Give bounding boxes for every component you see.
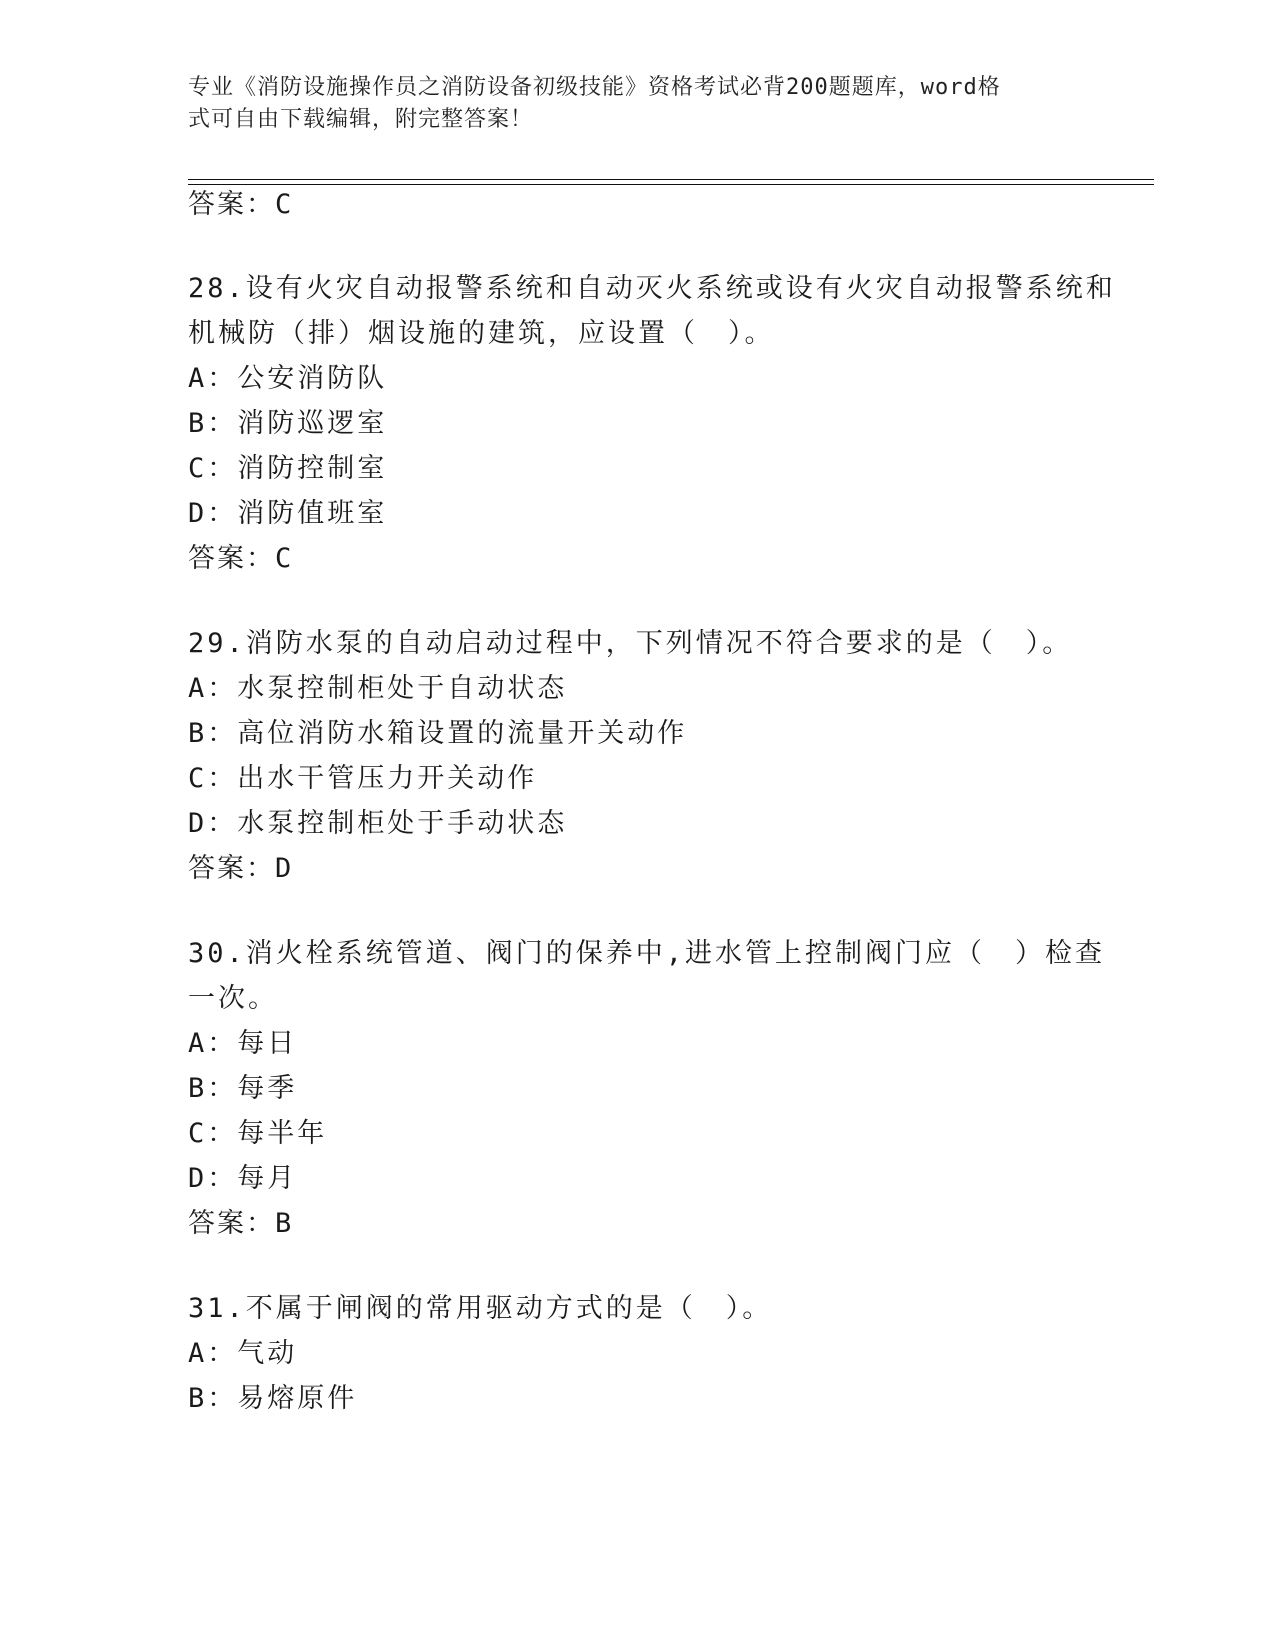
q31-option-b: B：易熔原件 <box>188 1383 358 1414</box>
q30-option-a: A：每日 <box>188 1028 298 1059</box>
q30-stem-line-2: 一次。 <box>188 983 278 1014</box>
answer-q27 <box>188 188 293 222</box>
q28-stem-line-1: 28.设有火灾自动报警系统和自动灭火系统或设有火灾自动报警系统和 <box>188 273 1116 304</box>
answer-q30 <box>188 1207 293 1241</box>
q29-stem-line-1: 29.消防水泵的自动启动过程中，下列情况不符合要求的是（ ）。 <box>188 628 1073 659</box>
q28-stem-line-2: 机械防（排）烟设施的建筑，应设置（ ）。 <box>188 318 775 349</box>
q30-option-b: B：每季 <box>188 1073 298 1104</box>
header-line-2: 式可自由下载编辑，附完整答案！ <box>188 107 534 132</box>
answer-label: 答案： <box>188 543 275 574</box>
q29-option-c: C：出水干管压力开关动作 <box>188 763 538 794</box>
answer-label: 答案： <box>188 1208 275 1239</box>
header-divider-top <box>188 179 1154 180</box>
q28-option-a: A：公安消防队 <box>188 363 388 394</box>
header-line-1: 专业《消防设施操作员之消防设备初级技能》资格考试必背200题题库，word格 <box>188 75 1001 100</box>
q30-option-d: D：每月 <box>188 1163 298 1194</box>
answer-value: C <box>275 189 294 220</box>
document-header <box>188 72 1088 136</box>
q28-option-d: D：消防值班室 <box>188 498 388 529</box>
q28-option-c: C：消防控制室 <box>188 453 388 484</box>
answer-label: 答案： <box>188 853 275 884</box>
header-divider-bottom <box>188 184 1154 185</box>
q31-stem-line-1: 31.不属于闸阀的常用驱动方式的是（ ）。 <box>188 1293 773 1324</box>
answer-value: D <box>275 853 294 884</box>
q30-stem-line-1: 30.消火栓系统管道、阀门的保养中,进水管上控制阀门应（ ）检查 <box>188 938 1106 969</box>
answer-value: B <box>275 1208 294 1239</box>
q29-option-a: A：水泵控制柜处于自动状态 <box>188 673 568 704</box>
q28-option-b: B：消防巡逻室 <box>188 408 388 439</box>
q29-option-b: B：高位消防水箱设置的流量开关动作 <box>188 718 688 749</box>
answer-q29 <box>188 852 293 886</box>
q31-option-a: A：气动 <box>188 1338 298 1369</box>
answer-q28 <box>188 542 293 576</box>
q30-option-c: C：每半年 <box>188 1118 328 1149</box>
q29-option-d: D：水泵控制柜处于手动状态 <box>188 808 568 839</box>
answer-value: C <box>275 543 294 574</box>
answer-label: 答案： <box>188 189 275 220</box>
